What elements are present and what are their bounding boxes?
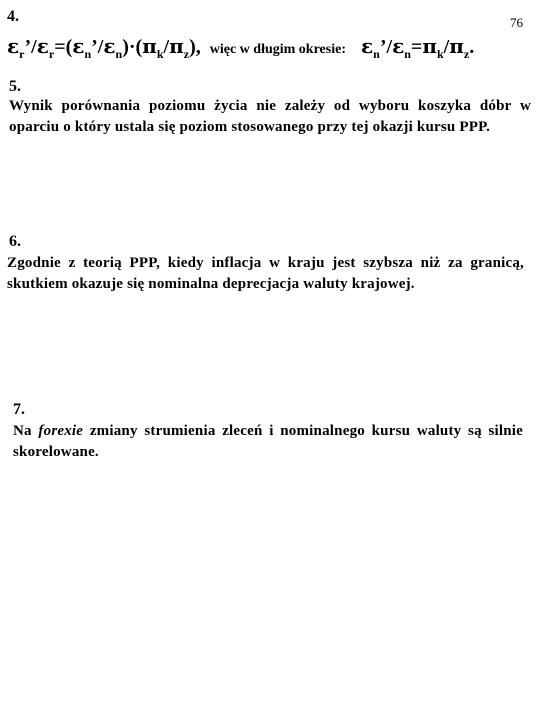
question-text-5: Wynik porównania poziomu życia nie zależy od wyboru koszyka dóbr w oparciu o który ustala się poziom stosowanego przy tej okazji kursu PPP. bbox=[9, 98, 531, 135]
page-number: 76 bbox=[510, 15, 523, 30]
question-text-7-rest: zmiany strumienia zleceń i nominalnego kursu waluty są silnie skorelowane. bbox=[13, 423, 523, 460]
question-number-6: 6. bbox=[9, 233, 21, 250]
question-text-7-lead: Na bbox=[13, 423, 39, 439]
question-text-6: Zgodnie z teorią PPP, kiedy inflacja w kraju jest szybsza niż za granicą, skutkiem okazuje się nominalna deprecjacja waluty krajowej. bbox=[7, 255, 524, 292]
formula-right: $\varepsilon_n’/\varepsilon_n=\pi_k/\pi_z$. bbox=[360, 34, 475, 61]
question-text-7 bbox=[13, 421, 523, 463]
question-text-7-italic: forexie bbox=[38, 423, 84, 439]
question-number-7: 7. bbox=[13, 401, 25, 418]
question-number-5: 5. bbox=[9, 78, 21, 95]
formula-middle-text: więc w długim okresie: bbox=[209, 42, 346, 57]
question-number-4: 4. bbox=[7, 8, 19, 25]
formula-left: $\varepsilon_r’/\varepsilon_r=(\varepsilon_n’/\varepsilon_n)\cdot(\pi_k/\pi_z)$, bbox=[7, 34, 201, 61]
formula-4 bbox=[7, 32, 474, 64]
